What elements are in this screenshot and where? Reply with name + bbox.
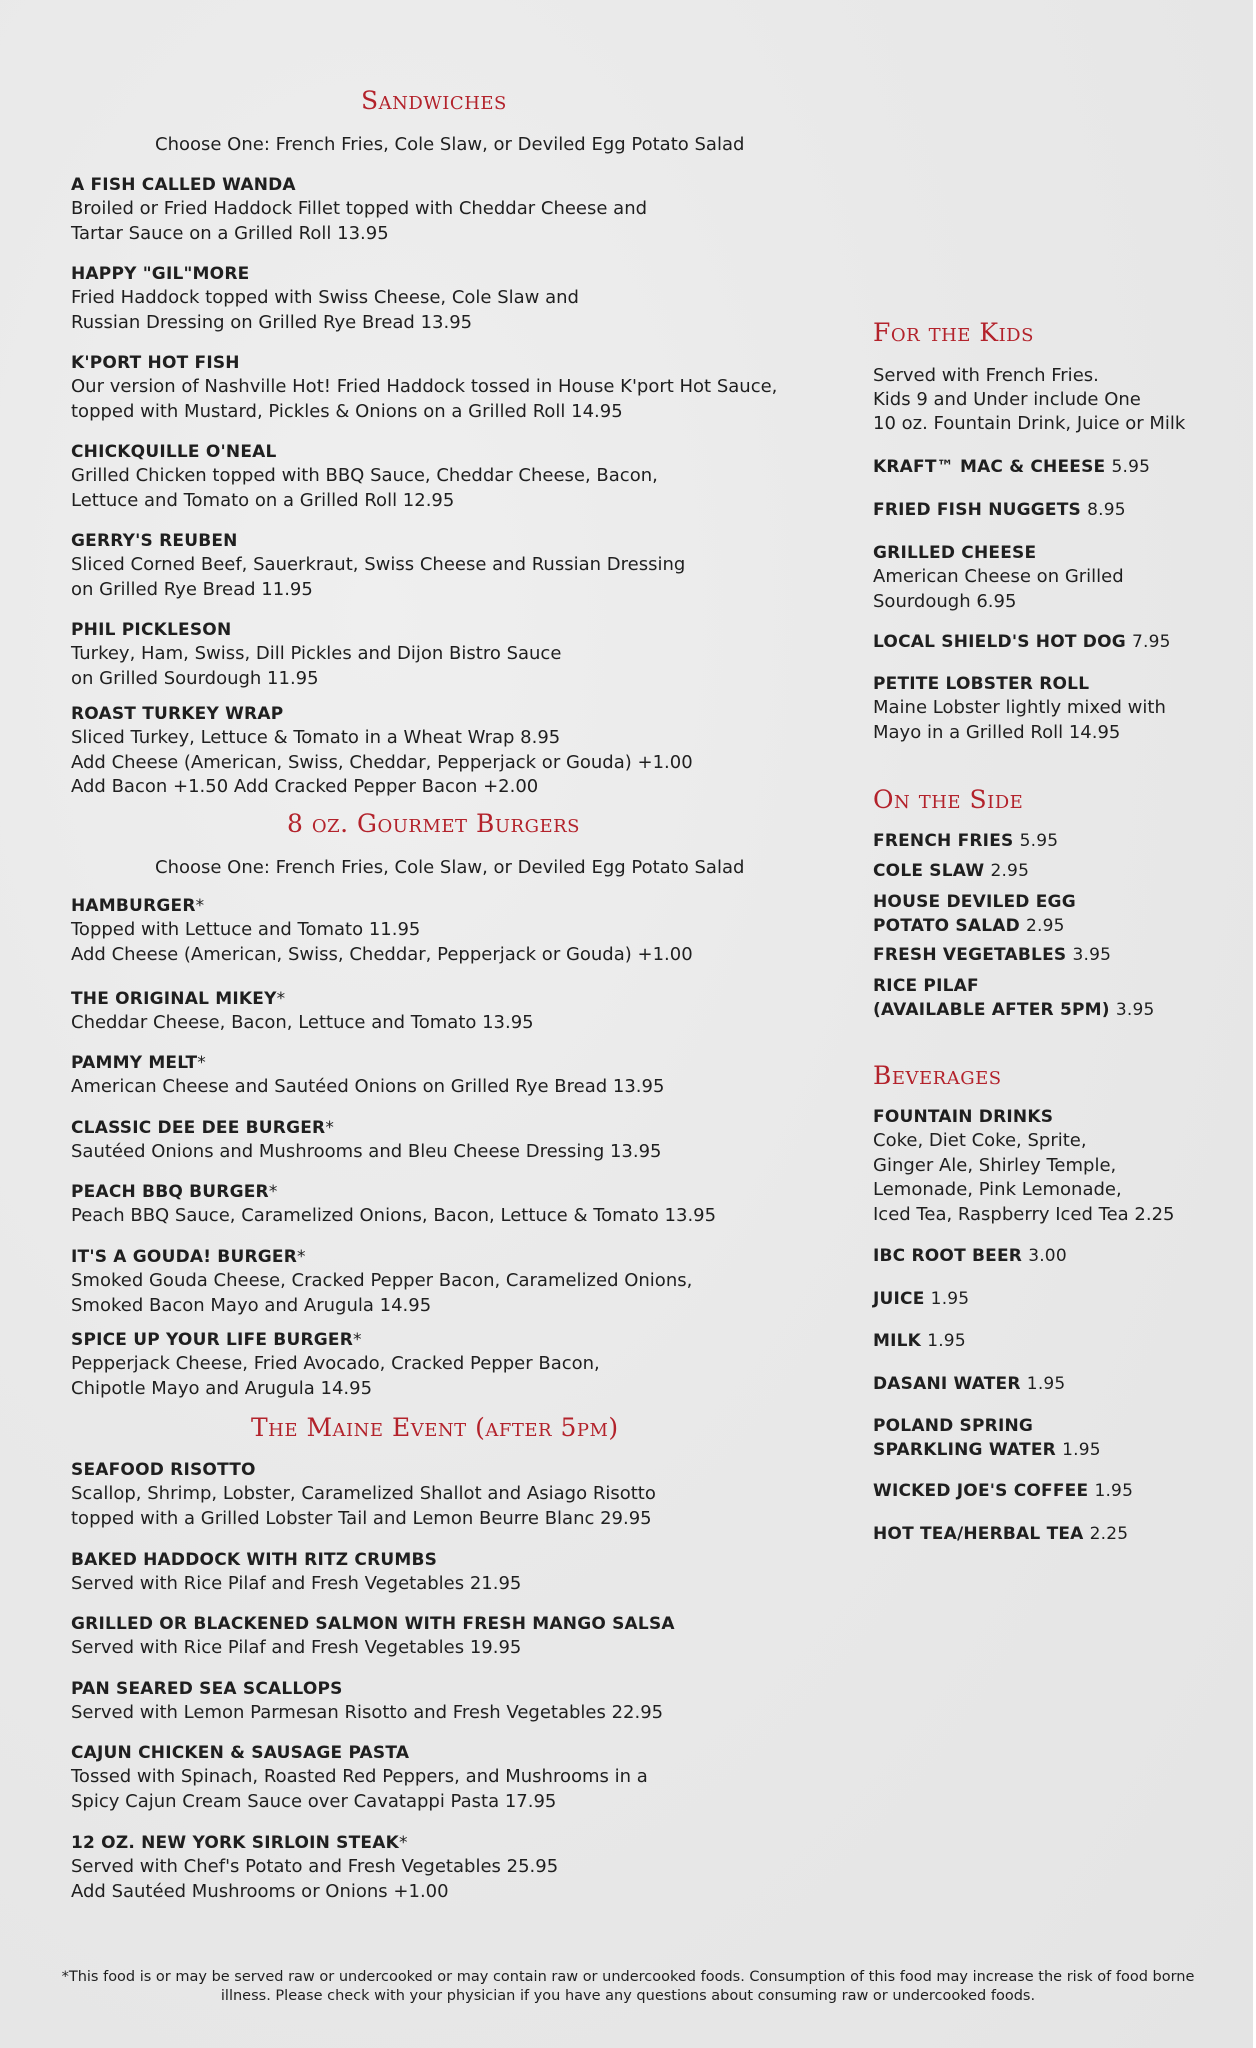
item-name-text: CHICKQUILLE O'NEAL (71, 442, 277, 462)
item-description: Chipotle Mayo and Arugula 14.95 (71, 1377, 373, 1399)
item-name-text: PETITE LOBSTER ROLL (873, 674, 1090, 694)
item-price: 3.00 (1028, 1246, 1067, 1266)
item-description: Ginger Ale, Shirley Temple, (873, 1154, 1117, 1176)
menu-item (873, 890, 1213, 938)
item-name-text: CAJUN CHICKEN & SAUSAGE PASTA (71, 1743, 410, 1763)
kids-note-line: Kids 9 and Under include One (873, 389, 1141, 410)
item-name-text: GRILLED OR BLACKENED SALMON WITH FRESH MANGO SALSA (71, 1614, 675, 1634)
item-name (873, 1329, 1213, 1353)
item-description: Add Cheese (American, Swiss, Cheddar, Pepperjack or Gouda) +1.00 (71, 943, 693, 965)
item-name (71, 702, 831, 726)
item-name (873, 1414, 1213, 1438)
raw-warning-asterisk: * (195, 896, 205, 916)
item-name (71, 1612, 831, 1636)
item-name-text: BAKED HADDOCK WITH RITZ CRUMBS (71, 1550, 438, 1570)
item-price: 1.95 (1026, 1374, 1066, 1394)
item-name-text: POLAND SPRING (873, 1416, 1034, 1436)
menu-item (71, 1612, 831, 1661)
raw-warning-asterisk: * (276, 989, 286, 1009)
item-name (71, 1180, 831, 1204)
menu-item (71, 529, 831, 602)
item-name (71, 262, 831, 286)
item-price: 1.95 (930, 1289, 970, 1309)
item-price: 5.95 (1019, 831, 1059, 851)
item-name (71, 1741, 831, 1765)
kids-note-line: 10 oz. Fountain Drink, Juice or Milk (873, 413, 1186, 434)
item-name (71, 440, 831, 464)
item-description: Smoked Bacon Mayo and Arugula 14.95 (71, 1294, 432, 1316)
menu-item (71, 1831, 831, 1904)
item-description: Lettuce and Tomato on a Grilled Roll 12.95 (71, 489, 455, 511)
item-description: Add Sautéed Mushrooms or Onions +1.00 (71, 1880, 449, 1902)
item-name-text: HAMBURGER (71, 896, 196, 916)
menu-item (71, 173, 831, 246)
item-name (873, 974, 1213, 998)
menu-item (873, 974, 1213, 1022)
item-name (873, 1105, 1213, 1129)
item-name-text: A FISH CALLED WANDA (71, 175, 296, 195)
item-name-text: FOUNTAIN DRINKS (873, 1107, 1054, 1127)
item-name-text: GERRY'S REUBEN (71, 531, 238, 551)
item-name (873, 943, 1213, 967)
item-description: Tartar Sauce on a Grilled Roll 13.95 (71, 222, 389, 244)
item-price: 3.95 (1072, 945, 1112, 965)
menu-item (873, 1372, 1213, 1396)
item-description: Our version of Nashville Hot! Fried Haddock tossed in House K'port Hot Sauce, (71, 376, 778, 397)
item-name-text: GRILLED CHEESE (873, 543, 1037, 563)
menu-item (71, 351, 831, 424)
item-price: 1.95 (1062, 1440, 1101, 1460)
item-name (873, 998, 1213, 1022)
item-description: topped with Mustard, Pickles & Onions on a Grilled Roll 14.95 (71, 400, 623, 422)
menu-item (873, 541, 1213, 614)
item-price: 5.95 (1111, 457, 1151, 477)
item-name (873, 914, 1213, 938)
item-description: Topped with Lettuce and Tomato 11.95 (71, 919, 421, 940)
menu-item (71, 1051, 831, 1100)
item-name (873, 630, 1213, 654)
item-name (71, 1051, 831, 1075)
item-description: Maine Lobster lightly mixed with (873, 697, 1166, 718)
item-name-text: THE ORIGINAL MIKEY (71, 989, 277, 1009)
menu-item (71, 1180, 831, 1229)
item-description: Cheddar Cheese, Bacon, Lettuce and Tomato 13.95 (71, 1012, 534, 1033)
menu-item (71, 1245, 831, 1318)
item-name (873, 829, 1213, 853)
item-name (71, 1245, 831, 1269)
burgers-title: 8 oz. Gourmet Burgers (287, 809, 580, 838)
item-name (71, 1328, 831, 1352)
item-name-text: SPARKLING WATER (873, 1440, 1056, 1460)
menu-item (71, 987, 831, 1036)
item-name-text: RICE PILAF (873, 976, 979, 996)
item-price: 1.95 (1094, 1481, 1134, 1501)
menu-item (873, 630, 1213, 654)
raw-warning-asterisk: * (297, 1247, 306, 1267)
item-description: Iced Tea, Raspberry Iced Tea 2.25 (873, 1204, 1175, 1226)
item-name-text: K'PORT HOT FISH (71, 353, 240, 373)
item-name (71, 1548, 831, 1572)
item-name (71, 1677, 831, 1701)
menu-item (71, 618, 831, 691)
disclaimer-line: illness. Please check with your physician if you have any questions about consuming raw or undercooked foods. (220, 1988, 1036, 2004)
item-name (873, 672, 1213, 696)
item-name-text: FRESH VEGETABLES (873, 945, 1067, 965)
item-description: Served with Rice Pilaf and Fresh Vegetables 19.95 (71, 1637, 522, 1658)
item-name (71, 1831, 831, 1855)
menu-item (873, 1105, 1213, 1228)
menu-item (71, 1677, 831, 1726)
item-description: topped with a Grilled Lobster Tail and Lemon Beurre Blanc 29.95 (71, 1507, 652, 1529)
item-name (873, 1438, 1213, 1462)
item-name-text: 12 OZ. NEW YORK SIRLOIN STEAK (71, 1833, 399, 1853)
item-name-text: ROAST TURKEY WRAP (71, 704, 284, 724)
menu-item (873, 1414, 1213, 1462)
item-name-text: WICKED JOE'S COFFEE (873, 1481, 1089, 1501)
item-name-text: COLE SLAW (873, 861, 985, 881)
item-name (873, 498, 1213, 522)
menu-item (71, 1328, 831, 1401)
item-name (71, 987, 831, 1011)
menu-item (71, 702, 831, 800)
raw-warning-asterisk: * (353, 1330, 362, 1350)
item-price: 3.95 (1115, 1000, 1155, 1020)
item-name-text: PAN SEARED SEA SCALLOPS (71, 1679, 343, 1699)
item-name-text: HOT TEA/HERBAL TEA (873, 1524, 1084, 1544)
item-name-text: FRENCH FRIES (873, 831, 1014, 851)
item-description: Russian Dressing on Grilled Rye Bread 13.95 (71, 311, 473, 333)
item-description: Lemonade, Pink Lemonade, (873, 1179, 1122, 1201)
item-name (873, 541, 1213, 565)
raw-warning-asterisk: * (197, 1053, 206, 1073)
item-name (71, 1458, 831, 1482)
menu-item (873, 943, 1213, 967)
item-description: Spicy Cajun Cream Sauce over Cavatappi Pasta 17.95 (71, 1790, 557, 1812)
item-name (873, 1522, 1213, 1546)
item-description: Mayo in a Grilled Roll 14.95 (873, 721, 1121, 743)
menu-item (71, 894, 831, 967)
item-name (71, 173, 831, 197)
item-description: Broiled or Fried Haddock Fillet topped with Cheddar Cheese and (71, 198, 648, 219)
item-name-text: MILK (873, 1331, 922, 1351)
item-name (71, 1116, 831, 1140)
item-name-text: JUICE (873, 1289, 925, 1309)
item-description: Peach BBQ Sauce, Caramelized Onions, Bacon, Lettuce & Tomato 13.95 (71, 1205, 717, 1226)
item-price: 8.95 (1087, 500, 1126, 520)
kids-note-line: Served with French Fries. (873, 365, 1099, 386)
item-description: Sautéed Onions and Mushrooms and Bleu Cheese Dressing 13.95 (71, 1141, 662, 1162)
menu-item (71, 1116, 831, 1165)
item-name-text: HAPPY "GIL"MORE (71, 264, 250, 284)
maine-event-title: The Maine Event (after 5pm) (251, 1413, 619, 1442)
item-name-text: KRAFT™ MAC & CHEESE (873, 457, 1106, 477)
item-description: Fried Haddock topped with Swiss Cheese, Cole Slaw and (71, 287, 579, 308)
raw-warning-asterisk: * (325, 1118, 335, 1138)
raw-food-disclaimer (40, 1968, 1216, 2006)
kids-note (873, 364, 1185, 436)
item-name (873, 1287, 1213, 1311)
item-name-text: FRIED FISH NUGGETS (873, 500, 1081, 520)
menu-item (873, 672, 1213, 745)
item-name (873, 455, 1213, 479)
item-name-text: PAMMY MELT (71, 1053, 198, 1073)
item-name (873, 1372, 1213, 1396)
item-description: Tossed with Spinach, Roasted Red Peppers, and Mushrooms in a (71, 1766, 648, 1787)
item-description: Smoked Gouda Cheese, Cracked Pepper Bacon, Caramelized Onions, (71, 1270, 693, 1291)
item-price: 7.95 (1132, 632, 1171, 652)
item-name-text: DASANI WATER (873, 1374, 1021, 1394)
item-description: Sliced Corned Beef, Sauerkraut, Swiss Cheese and Russian Dressing (71, 554, 686, 575)
item-name (873, 1244, 1213, 1268)
menu-item (71, 1741, 831, 1814)
item-description: Pepperjack Cheese, Fried Avocado, Cracked Pepper Bacon, (71, 1353, 600, 1374)
menu-item (873, 859, 1213, 883)
item-description: Served with Lemon Parmesan Risotto and Fresh Vegetables 22.95 (71, 1702, 664, 1723)
item-name-text: (AVAILABLE AFTER 5PM) (873, 1000, 1110, 1020)
item-description: Grilled Chicken topped with BBQ Sauce, Cheddar Cheese, Bacon, (71, 465, 658, 486)
menu-item (71, 1458, 831, 1531)
menu-item (873, 1244, 1213, 1268)
menu-item (873, 455, 1213, 479)
burgers-note: Choose One: French Fries, Cole Slaw, or Deviled Egg Potato Salad (155, 857, 745, 878)
disclaimer-line: *This food is or may be served raw or undercooked or may contain raw or undercooked foods. Consumption of this food may increase the risk of food borne (61, 1969, 1195, 1985)
kids-title: For the Kids (873, 318, 1034, 347)
item-name (71, 894, 831, 918)
item-description: Add Cheese (American, Swiss, Cheddar, Pepperjack or Gouda) +1.00 (71, 751, 693, 773)
raw-warning-asterisk: * (268, 1182, 278, 1202)
menu-item (71, 1548, 831, 1597)
beverages-title: Beverages (873, 1061, 1002, 1090)
menu-item (873, 829, 1213, 853)
item-description: Coke, Diet Coke, Sprite, (873, 1130, 1087, 1151)
item-description: Served with Chef's Potato and Fresh Vegetables 25.95 (71, 1856, 559, 1877)
item-price: 1.95 (927, 1331, 966, 1351)
item-name-text: CLASSIC DEE DEE BURGER (71, 1118, 326, 1138)
item-description: Turkey, Ham, Swiss, Dill Pickles and Dijon Bistro Sauce (71, 643, 562, 664)
item-name-text: SEAFOOD RISOTTO (71, 1460, 256, 1480)
menu-item (873, 1329, 1213, 1353)
menu-item (873, 1287, 1213, 1311)
side-title: On the Side (873, 785, 1024, 814)
menu-item (873, 498, 1213, 522)
item-name-text: POTATO SALAD (873, 916, 1020, 936)
item-name-text: SPICE UP YOUR LIFE BURGER (71, 1330, 353, 1350)
item-description: on Grilled Rye Bread 11.95 (71, 578, 313, 600)
item-name-text: IT'S A GOUDA! BURGER (71, 1247, 298, 1267)
item-name (873, 1479, 1213, 1503)
item-name-text: PHIL PICKLESON (71, 620, 232, 640)
item-name-text: LOCAL SHIELD'S HOT DOG (873, 632, 1126, 652)
item-name-text: IBC ROOT BEER (873, 1246, 1023, 1266)
item-name (71, 618, 831, 642)
sandwiches-note: Choose One: French Fries, Cole Slaw, or Deviled Egg Potato Salad (155, 134, 745, 155)
item-name (71, 351, 831, 375)
item-description: American Cheese on Grilled (873, 566, 1124, 587)
item-description: American Cheese and Sautéed Onions on Grilled Rye Bread 13.95 (71, 1076, 665, 1097)
item-description: Served with Rice Pilaf and Fresh Vegetables 21.95 (71, 1573, 522, 1594)
sandwiches-title: Sandwiches (361, 86, 507, 115)
menu-item (873, 1479, 1213, 1503)
item-name (873, 859, 1213, 883)
item-price: 2.25 (1089, 1524, 1129, 1544)
item-price: 2.95 (990, 861, 1030, 881)
item-price: 2.95 (1026, 916, 1065, 936)
item-description: on Grilled Sourdough 11.95 (71, 667, 319, 689)
item-description: Scallop, Shrimp, Lobster, Caramelized Shallot and Asiago Risotto (71, 1483, 656, 1504)
menu-item (71, 440, 831, 513)
item-description: Sliced Turkey, Lettuce & Tomato in a Wheat Wrap 8.95 (71, 727, 561, 748)
item-name-text: HOUSE DEVILED EGG (873, 892, 1076, 912)
menu-item (71, 262, 831, 335)
item-description: Add Bacon +1.50 Add Cracked Pepper Bacon +2.00 (71, 776, 539, 798)
item-name (873, 890, 1213, 914)
menu-item (873, 1522, 1213, 1546)
raw-warning-asterisk: * (398, 1833, 408, 1853)
item-name-text: PEACH BBQ BURGER (71, 1182, 269, 1202)
item-name (71, 529, 831, 553)
item-description: Sourdough 6.95 (873, 590, 1017, 612)
